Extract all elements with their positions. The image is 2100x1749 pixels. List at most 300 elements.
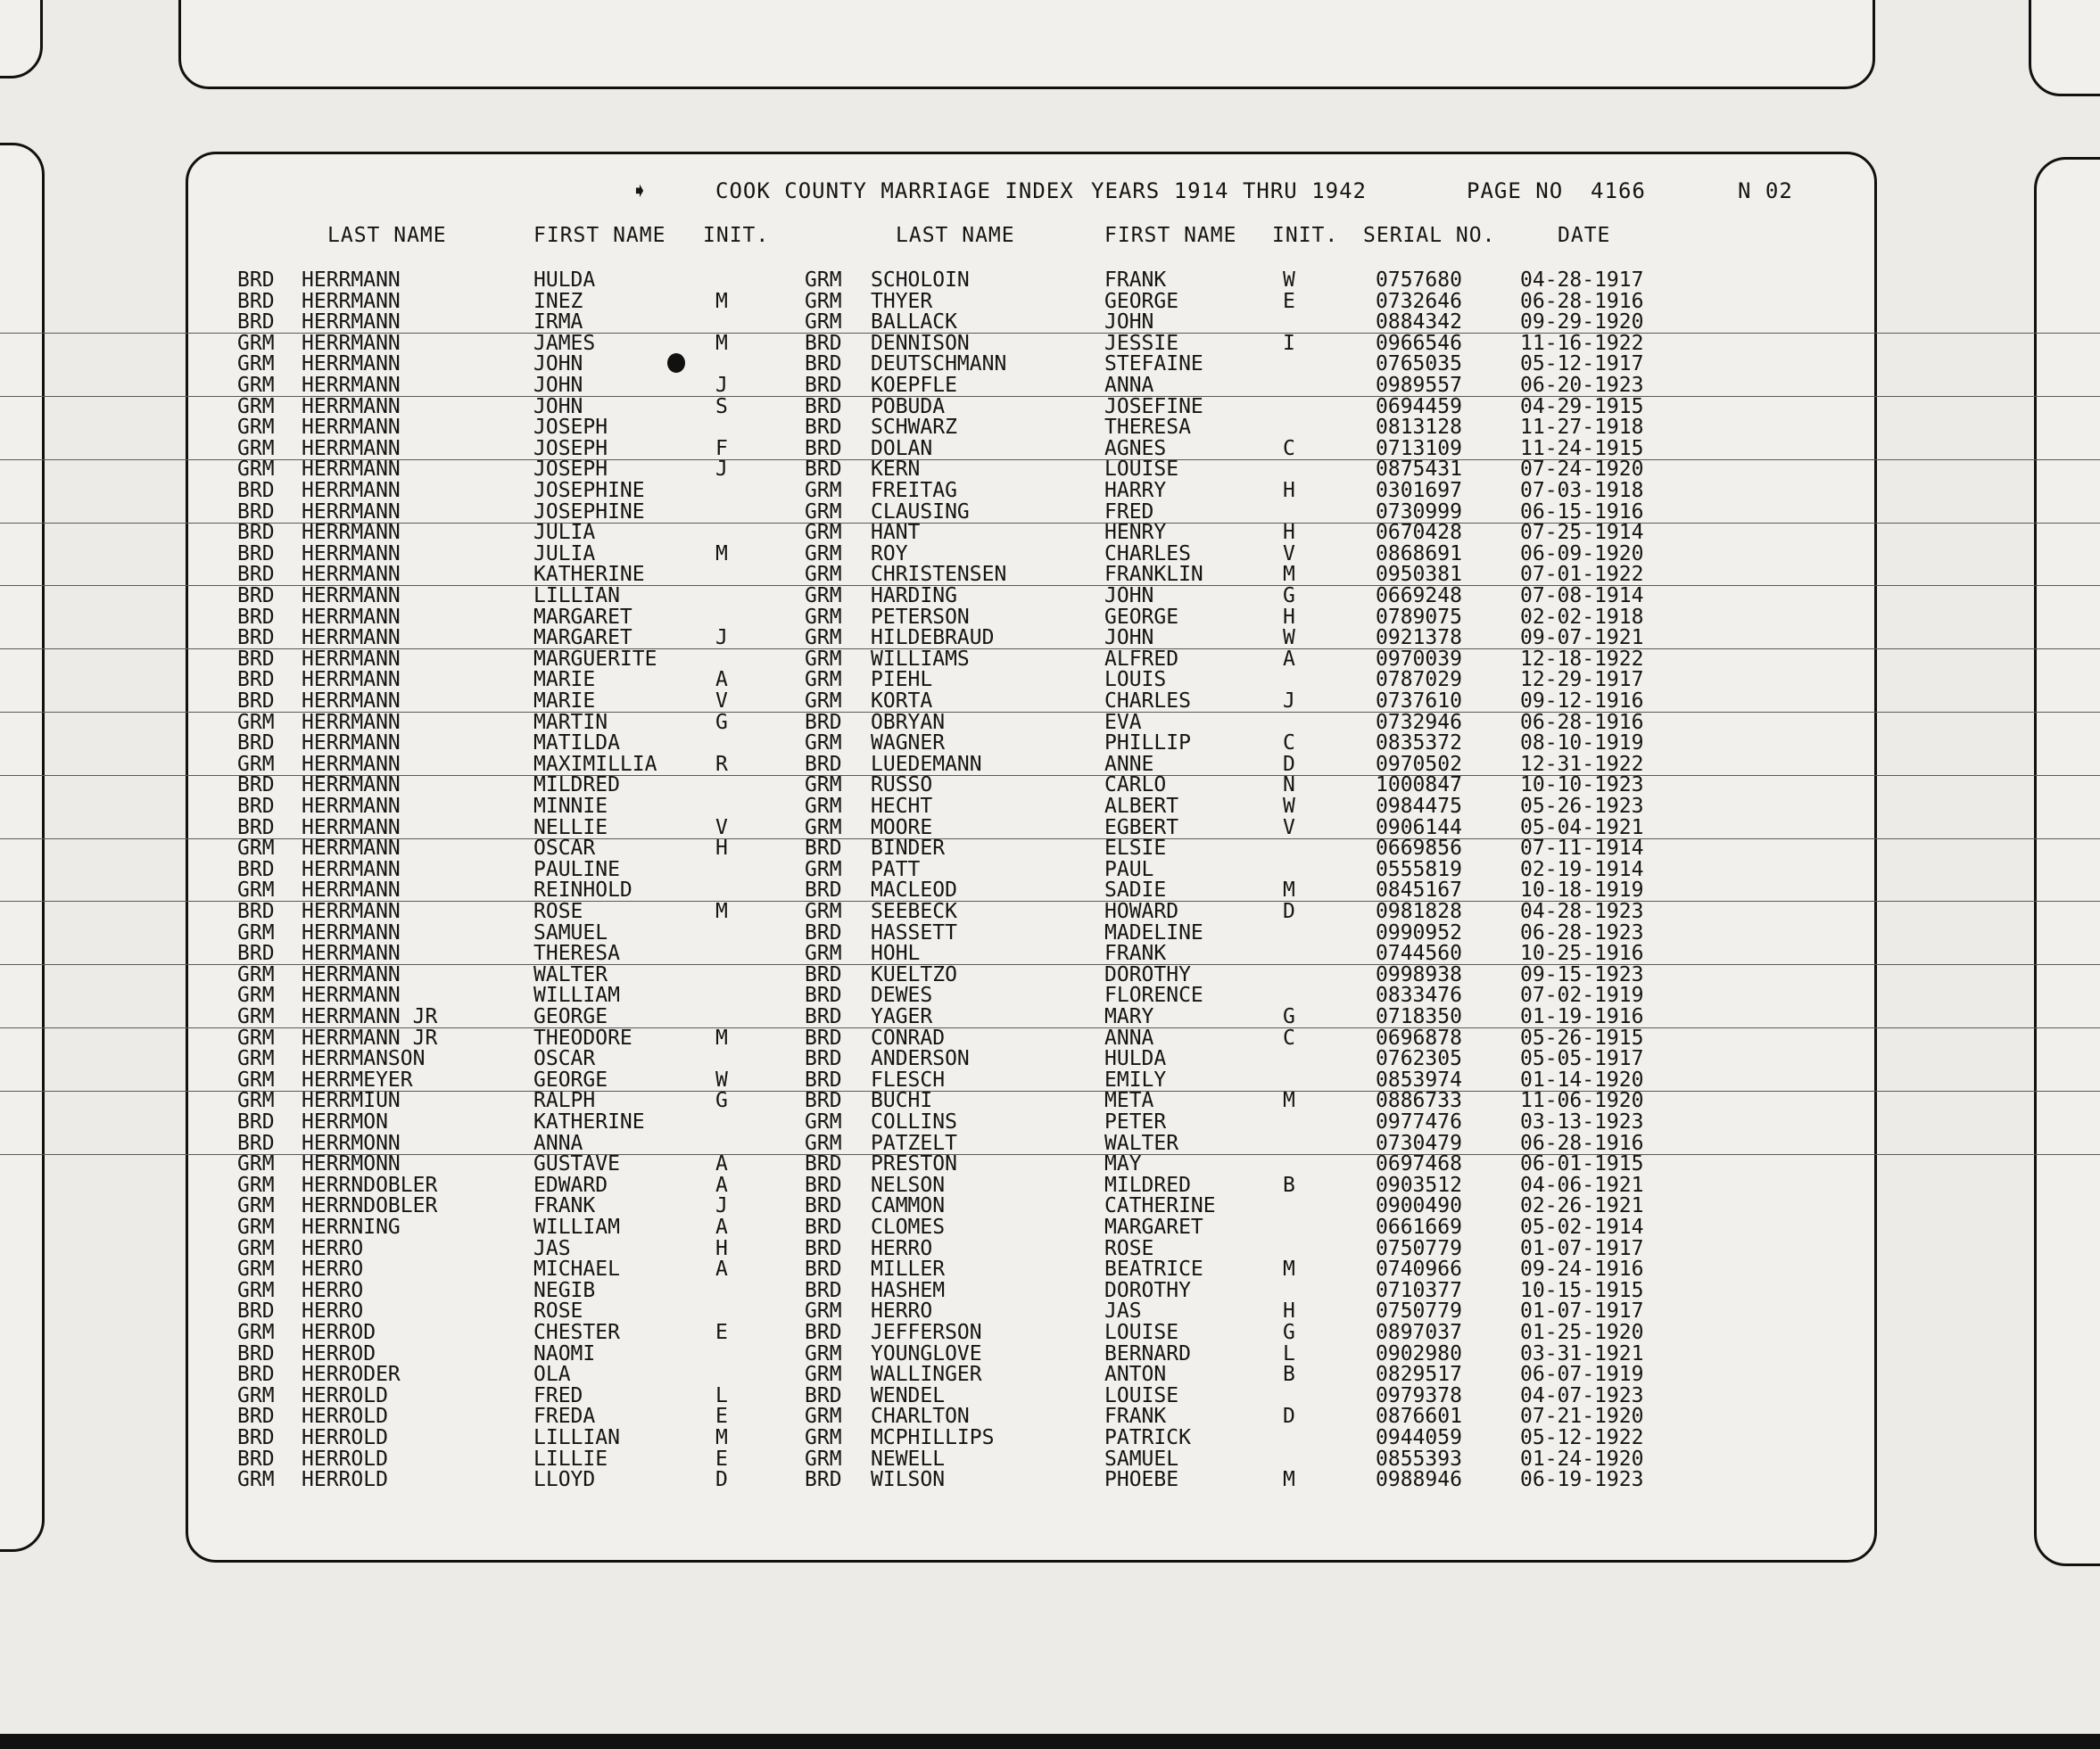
record-initial: S bbox=[715, 394, 728, 418]
spouse-last-name: THYER bbox=[871, 289, 933, 313]
record-last-name: HERRMANN bbox=[302, 374, 401, 397]
spouse-last-name: NELSON bbox=[871, 1173, 946, 1197]
serial-number: 0750779 bbox=[1376, 1299, 1462, 1324]
marriage-date: 11-06-1920 bbox=[1520, 1089, 1644, 1113]
marriage-date: 07-08-1914 bbox=[1520, 584, 1644, 607]
spouse-first-name: HOWARD bbox=[1104, 900, 1179, 923]
serial-number: 0981828 bbox=[1376, 900, 1462, 923]
table-row bbox=[0, 774, 2100, 796]
record-initial: G bbox=[715, 710, 728, 734]
spouse-last-name: COLLINS bbox=[871, 1110, 957, 1134]
table-row bbox=[0, 627, 2100, 649]
serial-number: 0744560 bbox=[1376, 942, 1462, 966]
record-role: BRD bbox=[237, 479, 275, 502]
record-last-name: HERRMANN bbox=[302, 879, 401, 903]
record-role: GRM bbox=[237, 1194, 275, 1218]
marriage-date: 05-04-1921 bbox=[1520, 815, 1644, 839]
record-first-name: MILDRED bbox=[533, 773, 620, 797]
spouse-initial: H bbox=[1283, 521, 1295, 545]
record-role: BRD bbox=[237, 499, 275, 524]
record-initial: L bbox=[715, 1383, 728, 1407]
spouse-role: BRD bbox=[805, 1468, 842, 1492]
spouse-initial: M bbox=[1283, 1468, 1295, 1492]
record-role: GRM bbox=[237, 436, 275, 460]
record-first-name: KATHERINE bbox=[533, 1110, 645, 1134]
record-initial: H bbox=[715, 837, 728, 861]
spouse-role: BRD bbox=[805, 1026, 842, 1050]
marriage-date: 04-29-1915 bbox=[1520, 394, 1644, 418]
marriage-date: 06-19-1923 bbox=[1520, 1468, 1644, 1492]
spouse-last-name: HERRO bbox=[871, 1299, 933, 1324]
marriage-date: 06-28-1916 bbox=[1520, 710, 1644, 734]
spouse-first-name: GEORGE bbox=[1104, 605, 1179, 629]
spouse-initial: J bbox=[1283, 689, 1295, 713]
record-role: GRM bbox=[237, 962, 275, 986]
serial-number: 0710377 bbox=[1376, 1278, 1462, 1302]
record-last-name: HERRMANN bbox=[302, 900, 401, 923]
record-last-name: HERRMANN JR bbox=[302, 1005, 438, 1028]
spouse-role: BRD bbox=[805, 710, 842, 734]
serial-number: 1000847 bbox=[1376, 773, 1462, 797]
spouse-last-name: MOORE bbox=[871, 815, 933, 839]
record-initial: A bbox=[715, 1152, 728, 1176]
spouse-role: BRD bbox=[805, 1258, 842, 1282]
spouse-initial: L bbox=[1283, 1341, 1295, 1365]
table-row bbox=[0, 1153, 2100, 1175]
record-first-name: OSCAR bbox=[533, 837, 596, 861]
spouse-last-name: BUCHI bbox=[871, 1089, 933, 1113]
marriage-date: 01-07-1917 bbox=[1520, 1299, 1644, 1324]
record-role: BRD bbox=[237, 668, 275, 692]
record-last-name: HERRMANN bbox=[302, 584, 401, 607]
table-row bbox=[0, 1195, 2100, 1217]
spouse-first-name: LOUISE bbox=[1104, 1383, 1179, 1407]
col-last-name: LAST NAME bbox=[327, 224, 447, 247]
record-last-name: HERRNDOBLER bbox=[302, 1173, 438, 1197]
record-last-name: HERRMANN bbox=[302, 479, 401, 502]
record-role: BRD bbox=[237, 1405, 275, 1429]
spouse-last-name: ANDERSON bbox=[871, 1047, 970, 1071]
marriage-date: 07-21-1920 bbox=[1520, 1405, 1644, 1429]
record-last-name: HERRMANN bbox=[302, 647, 401, 671]
spouse-first-name: PHILLIP bbox=[1104, 731, 1191, 755]
spouse-last-name: ROY bbox=[871, 541, 908, 565]
spouse-first-name: BEATRICE bbox=[1104, 1258, 1203, 1282]
record-last-name: HERRO bbox=[302, 1299, 364, 1324]
record-last-name: HERROLD bbox=[302, 1426, 388, 1449]
marriage-date: 06-28-1916 bbox=[1520, 1131, 1644, 1155]
spouse-role: GRM bbox=[805, 857, 842, 881]
record-first-name: JAS bbox=[533, 1236, 571, 1260]
table-row bbox=[0, 522, 2100, 543]
record-first-name: PAULINE bbox=[533, 857, 620, 881]
spouse-role: GRM bbox=[805, 521, 842, 545]
spouse-first-name: EVA bbox=[1104, 710, 1142, 734]
spouse-last-name: KOEPFLE bbox=[871, 374, 957, 397]
spouse-last-name: HOHL bbox=[871, 942, 921, 966]
spouse-first-name: AGNES bbox=[1104, 436, 1167, 460]
spouse-first-name: DOROTHY bbox=[1104, 1278, 1191, 1302]
record-role: GRM bbox=[237, 752, 275, 776]
record-last-name: HERRMANN bbox=[302, 394, 401, 418]
record-last-name: HERRMON bbox=[302, 1110, 388, 1134]
serial-number: 0765035 bbox=[1376, 352, 1462, 376]
record-role: BRD bbox=[237, 521, 275, 545]
marriage-date: 02-19-1914 bbox=[1520, 857, 1644, 881]
spouse-last-name: CLOMES bbox=[871, 1216, 946, 1239]
serial-number: 0868691 bbox=[1376, 541, 1462, 565]
spouse-last-name: HILDEBRAUD bbox=[871, 626, 995, 650]
spouse-role: GRM bbox=[805, 900, 842, 923]
marriage-date: 10-15-1915 bbox=[1520, 1278, 1644, 1302]
record-initial: V bbox=[715, 689, 728, 713]
spouse-last-name: JEFFERSON bbox=[871, 1321, 982, 1344]
record-last-name: HERRNDOBLER bbox=[302, 1194, 438, 1218]
record-initial: E bbox=[715, 1447, 728, 1471]
record-last-name: HERRO bbox=[302, 1236, 364, 1260]
record-first-name: JOHN bbox=[533, 352, 583, 376]
table-row bbox=[0, 1111, 2100, 1133]
spouse-last-name: CLAUSING bbox=[871, 499, 970, 524]
serial-number: 0301697 bbox=[1376, 479, 1462, 502]
serial-number: 0737610 bbox=[1376, 689, 1462, 713]
spouse-first-name: HENRY bbox=[1104, 521, 1167, 545]
record-role: BRD bbox=[237, 1341, 275, 1365]
record-first-name: JOHN bbox=[533, 374, 583, 397]
record-last-name: HERRMANSON bbox=[302, 1047, 426, 1071]
spouse-last-name: PATT bbox=[871, 857, 921, 881]
table-row bbox=[0, 543, 2100, 565]
marriage-date: 05-12-1917 bbox=[1520, 352, 1644, 376]
record-role: GRM bbox=[237, 352, 275, 376]
serial-number: 0906144 bbox=[1376, 815, 1462, 839]
spouse-initial: H bbox=[1283, 1299, 1295, 1324]
spouse-role: BRD bbox=[805, 352, 842, 376]
serial-number: 0787029 bbox=[1376, 668, 1462, 692]
serial-number: 0730479 bbox=[1376, 1131, 1462, 1155]
marriage-date: 05-02-1914 bbox=[1520, 1216, 1644, 1239]
table-row bbox=[0, 1090, 2100, 1111]
column-headers bbox=[0, 224, 2100, 254]
record-last-name: HERRODER bbox=[302, 1363, 401, 1387]
col-date: DATE bbox=[1558, 224, 1611, 247]
spouse-role: GRM bbox=[805, 668, 842, 692]
record-role: GRM bbox=[237, 1068, 275, 1092]
spouse-role: BRD bbox=[805, 394, 842, 418]
spouse-last-name: SCHOLOIN bbox=[871, 268, 970, 292]
serial-number: 0966546 bbox=[1376, 331, 1462, 355]
record-first-name: LILLIAN bbox=[533, 1426, 620, 1449]
record-first-name: FRED bbox=[533, 1383, 583, 1407]
record-role: GRM bbox=[237, 394, 275, 418]
marriage-date: 06-15-1916 bbox=[1520, 499, 1644, 524]
spouse-first-name: ALBERT bbox=[1104, 795, 1179, 818]
record-role: GRM bbox=[237, 1258, 275, 1282]
spouse-initial: D bbox=[1283, 1405, 1295, 1429]
table-row bbox=[0, 690, 2100, 713]
spouse-last-name: HASSETT bbox=[871, 920, 957, 945]
col-serial-no: SERIAL NO. bbox=[1363, 224, 1496, 247]
record-first-name: ANNA bbox=[533, 1131, 583, 1155]
record-first-name: JULIA bbox=[533, 541, 596, 565]
spouse-first-name: MAY bbox=[1104, 1152, 1142, 1176]
table-row bbox=[0, 1448, 2100, 1470]
table-row bbox=[0, 375, 2100, 397]
marriage-date: 09-24-1916 bbox=[1520, 1258, 1644, 1282]
record-role: BRD bbox=[237, 1363, 275, 1387]
record-last-name: HERRMANN bbox=[302, 268, 401, 292]
serial-number: 0853974 bbox=[1376, 1068, 1462, 1092]
page-number: PAGE NO 4166 bbox=[1467, 178, 1646, 203]
marriage-date: 01-24-1920 bbox=[1520, 1447, 1644, 1471]
serial-number: 0789075 bbox=[1376, 605, 1462, 629]
spouse-role: BRD bbox=[805, 1047, 842, 1071]
record-first-name: HULDA bbox=[533, 268, 596, 292]
spouse-first-name: JOHN bbox=[1104, 584, 1154, 607]
record-role: GRM bbox=[237, 1321, 275, 1344]
spouse-initial: M bbox=[1283, 1258, 1295, 1282]
table-row bbox=[0, 1069, 2100, 1092]
record-first-name: JOHN bbox=[533, 394, 583, 418]
spouse-first-name: JOSEFINE bbox=[1104, 394, 1203, 418]
spouse-first-name: SADIE bbox=[1104, 879, 1167, 903]
serial-number: 0900490 bbox=[1376, 1194, 1462, 1218]
spouse-first-name: PETER bbox=[1104, 1110, 1167, 1134]
spouse-first-name: WALTER bbox=[1104, 1131, 1179, 1155]
spouse-last-name: DENNISON bbox=[871, 331, 970, 355]
marriage-date: 11-24-1915 bbox=[1520, 436, 1644, 460]
spouse-last-name: PRESTON bbox=[871, 1152, 957, 1176]
spouse-last-name: MILLER bbox=[871, 1258, 946, 1282]
record-first-name: MARIE bbox=[533, 689, 596, 713]
record-role: BRD bbox=[237, 310, 275, 334]
record-first-name: ROSE bbox=[533, 1299, 583, 1324]
record-first-name: NAOMI bbox=[533, 1341, 596, 1365]
record-first-name: MICHAEL bbox=[533, 1258, 620, 1282]
marriage-date: 06-28-1923 bbox=[1520, 920, 1644, 945]
record-last-name: HERRMONN bbox=[302, 1131, 401, 1155]
record-role: GRM bbox=[237, 1026, 275, 1050]
record-role: GRM bbox=[237, 1047, 275, 1071]
marriage-date: 09-15-1923 bbox=[1520, 962, 1644, 986]
spouse-first-name: FRED bbox=[1104, 499, 1154, 524]
spouse-first-name: ANNE bbox=[1104, 752, 1154, 776]
spouse-initial: C bbox=[1283, 731, 1295, 755]
record-last-name: HERRMANN bbox=[302, 331, 401, 355]
serial-number: 0988946 bbox=[1376, 1468, 1462, 1492]
record-first-name: MARGUERITE bbox=[533, 647, 657, 671]
record-role: GRM bbox=[237, 920, 275, 945]
serial-number: 0750779 bbox=[1376, 1236, 1462, 1260]
spouse-last-name: DEWES bbox=[871, 984, 933, 1008]
marriage-date: 04-28-1917 bbox=[1520, 268, 1644, 292]
spouse-initial: C bbox=[1283, 1026, 1295, 1050]
spouse-first-name: HULDA bbox=[1104, 1047, 1167, 1071]
spouse-first-name: DOROTHY bbox=[1104, 962, 1191, 986]
record-role: GRM bbox=[237, 1152, 275, 1176]
record-first-name: EDWARD bbox=[533, 1173, 608, 1197]
record-role: BRD bbox=[237, 605, 275, 629]
record-initial: G bbox=[715, 1089, 728, 1113]
record-last-name: HERRMANN bbox=[302, 731, 401, 755]
spouse-last-name: CHRISTENSEN bbox=[871, 563, 1007, 587]
spouse-role: GRM bbox=[805, 1131, 842, 1155]
marriage-date: 01-25-1920 bbox=[1520, 1321, 1644, 1344]
record-last-name: HERRMONN bbox=[302, 1152, 401, 1176]
spouse-role: BRD bbox=[805, 984, 842, 1008]
spouse-role: BRD bbox=[805, 331, 842, 355]
marriage-date: 06-07-1919 bbox=[1520, 1363, 1644, 1387]
serial-number: 0694459 bbox=[1376, 394, 1462, 418]
spouse-last-name: CAMMON bbox=[871, 1194, 946, 1218]
spouse-last-name: LUEDEMANN bbox=[871, 752, 982, 776]
spouse-last-name: NEWELL bbox=[871, 1447, 946, 1471]
spouse-initial: M bbox=[1283, 1089, 1295, 1113]
record-last-name: HERRMANN bbox=[302, 310, 401, 334]
spouse-role: BRD bbox=[805, 879, 842, 903]
serial-number: 0740966 bbox=[1376, 1258, 1462, 1282]
spouse-first-name: FRANK bbox=[1104, 268, 1167, 292]
spouse-role: GRM bbox=[805, 1110, 842, 1134]
spouse-role: GRM bbox=[805, 1405, 842, 1429]
col-spouse-last-name: LAST NAME bbox=[896, 224, 1015, 247]
spouse-first-name: STEFAINE bbox=[1104, 352, 1203, 376]
record-last-name: HERRMANN bbox=[302, 499, 401, 524]
spouse-last-name: BINDER bbox=[871, 837, 946, 861]
record-role: BRD bbox=[237, 731, 275, 755]
marriage-date: 09-12-1916 bbox=[1520, 689, 1644, 713]
spouse-first-name: PAUL bbox=[1104, 857, 1154, 881]
spouse-last-name: WAGNER bbox=[871, 731, 946, 755]
record-first-name: OSCAR bbox=[533, 1047, 596, 1071]
record-role: BRD bbox=[237, 563, 275, 587]
serial-number: 0944059 bbox=[1376, 1426, 1462, 1449]
table-row bbox=[0, 417, 2100, 438]
spouse-role: GRM bbox=[805, 310, 842, 334]
spouse-initial: B bbox=[1283, 1173, 1295, 1197]
record-last-name: HERRMANN bbox=[302, 773, 401, 797]
spouse-first-name: LOUIS bbox=[1104, 668, 1167, 692]
marriage-date: 06-09-1920 bbox=[1520, 541, 1644, 565]
serial-number: 0696878 bbox=[1376, 1026, 1462, 1050]
record-first-name: JOSEPH bbox=[533, 458, 608, 482]
serial-number: 0998938 bbox=[1376, 962, 1462, 986]
record-role: GRM bbox=[237, 1173, 275, 1197]
spouse-role: BRD bbox=[805, 416, 842, 440]
marriage-date: 06-20-1923 bbox=[1520, 374, 1644, 397]
record-first-name: GUSTAVE bbox=[533, 1152, 620, 1176]
record-initial: F bbox=[715, 436, 728, 460]
spouse-first-name: MARY bbox=[1104, 1005, 1154, 1028]
serial-number: 0886733 bbox=[1376, 1089, 1462, 1113]
spouse-last-name: POBUDA bbox=[871, 394, 946, 418]
serial-number: 0876601 bbox=[1376, 1405, 1462, 1429]
record-last-name: HERRMANN bbox=[302, 962, 401, 986]
spouse-role: BRD bbox=[805, 1321, 842, 1344]
record-first-name: JOSEPH bbox=[533, 416, 608, 440]
spouse-role: GRM bbox=[805, 689, 842, 713]
spouse-last-name: WILSON bbox=[871, 1468, 946, 1492]
spouse-role: BRD bbox=[805, 1068, 842, 1092]
record-last-name: HERRMANN bbox=[302, 795, 401, 818]
table-row bbox=[0, 732, 2100, 754]
table-row bbox=[0, 1385, 2100, 1407]
table-row bbox=[0, 311, 2100, 334]
marriage-date: 04-07-1923 bbox=[1520, 1383, 1644, 1407]
table-row bbox=[0, 964, 2100, 986]
record-role: BRD bbox=[237, 815, 275, 839]
marriage-date: 09-07-1921 bbox=[1520, 626, 1644, 650]
spouse-role: BRD bbox=[805, 920, 842, 945]
table-row bbox=[0, 353, 2100, 375]
table-row bbox=[0, 922, 2100, 944]
record-role: GRM bbox=[237, 837, 275, 861]
spouse-first-name: ANNA bbox=[1104, 374, 1154, 397]
spouse-last-name: PIEHL bbox=[871, 668, 933, 692]
record-first-name: MARGARET bbox=[533, 626, 632, 650]
record-role: BRD bbox=[237, 1131, 275, 1155]
marriage-date: 12-31-1922 bbox=[1520, 752, 1644, 776]
spouse-first-name: ANTON bbox=[1104, 1363, 1167, 1387]
table-row bbox=[0, 1175, 2100, 1196]
spouse-first-name: MILDRED bbox=[1104, 1173, 1191, 1197]
record-first-name: JOSEPH bbox=[533, 436, 608, 460]
marriage-date: 12-29-1917 bbox=[1520, 668, 1644, 692]
spouse-first-name: GEORGE bbox=[1104, 289, 1179, 313]
serial-number: 0757680 bbox=[1376, 268, 1462, 292]
spouse-role: BRD bbox=[805, 458, 842, 482]
record-initial: M bbox=[715, 541, 728, 565]
spouse-role: GRM bbox=[805, 268, 842, 292]
marriage-date: 08-10-1919 bbox=[1520, 731, 1644, 755]
record-initial: J bbox=[715, 626, 728, 650]
record-initial: M bbox=[715, 1026, 728, 1050]
spouse-last-name: DOLAN bbox=[871, 436, 933, 460]
col-first-name: FIRST NAME bbox=[533, 224, 666, 247]
spouse-initial: V bbox=[1283, 541, 1295, 565]
spouse-first-name: BERNARD bbox=[1104, 1341, 1191, 1365]
serial-number: 0970502 bbox=[1376, 752, 1462, 776]
record-first-name: MARGARET bbox=[533, 605, 632, 629]
record-first-name: JOSEPHINE bbox=[533, 479, 645, 502]
table-row bbox=[0, 291, 2100, 312]
spouse-role: GRM bbox=[805, 815, 842, 839]
record-initial: M bbox=[715, 900, 728, 923]
serial-number: 0697468 bbox=[1376, 1152, 1462, 1176]
serial-number: 0730999 bbox=[1376, 499, 1462, 524]
spouse-role: BRD bbox=[805, 962, 842, 986]
spouse-last-name: CONRAD bbox=[871, 1026, 946, 1050]
table-row bbox=[0, 1238, 2100, 1259]
spouse-initial: D bbox=[1283, 900, 1295, 923]
spouse-role: BRD bbox=[805, 1278, 842, 1302]
record-role: GRM bbox=[237, 331, 275, 355]
spouse-role: BRD bbox=[805, 1089, 842, 1113]
table-row bbox=[0, 1469, 2100, 1490]
spouse-first-name: JOHN bbox=[1104, 626, 1154, 650]
card-header bbox=[0, 178, 2100, 214]
spouse-role: GRM bbox=[805, 1299, 842, 1324]
table-row bbox=[0, 501, 2100, 524]
serial-number: 0669856 bbox=[1376, 837, 1462, 861]
marriage-date: 02-02-1918 bbox=[1520, 605, 1644, 629]
spouse-last-name: PETERSON bbox=[871, 605, 970, 629]
spouse-first-name: JAS bbox=[1104, 1299, 1142, 1324]
spouse-last-name: CHARLTON bbox=[871, 1405, 970, 1429]
record-first-name: MARIE bbox=[533, 668, 596, 692]
record-role: BRD bbox=[237, 1426, 275, 1449]
spouse-last-name: KORTA bbox=[871, 689, 933, 713]
